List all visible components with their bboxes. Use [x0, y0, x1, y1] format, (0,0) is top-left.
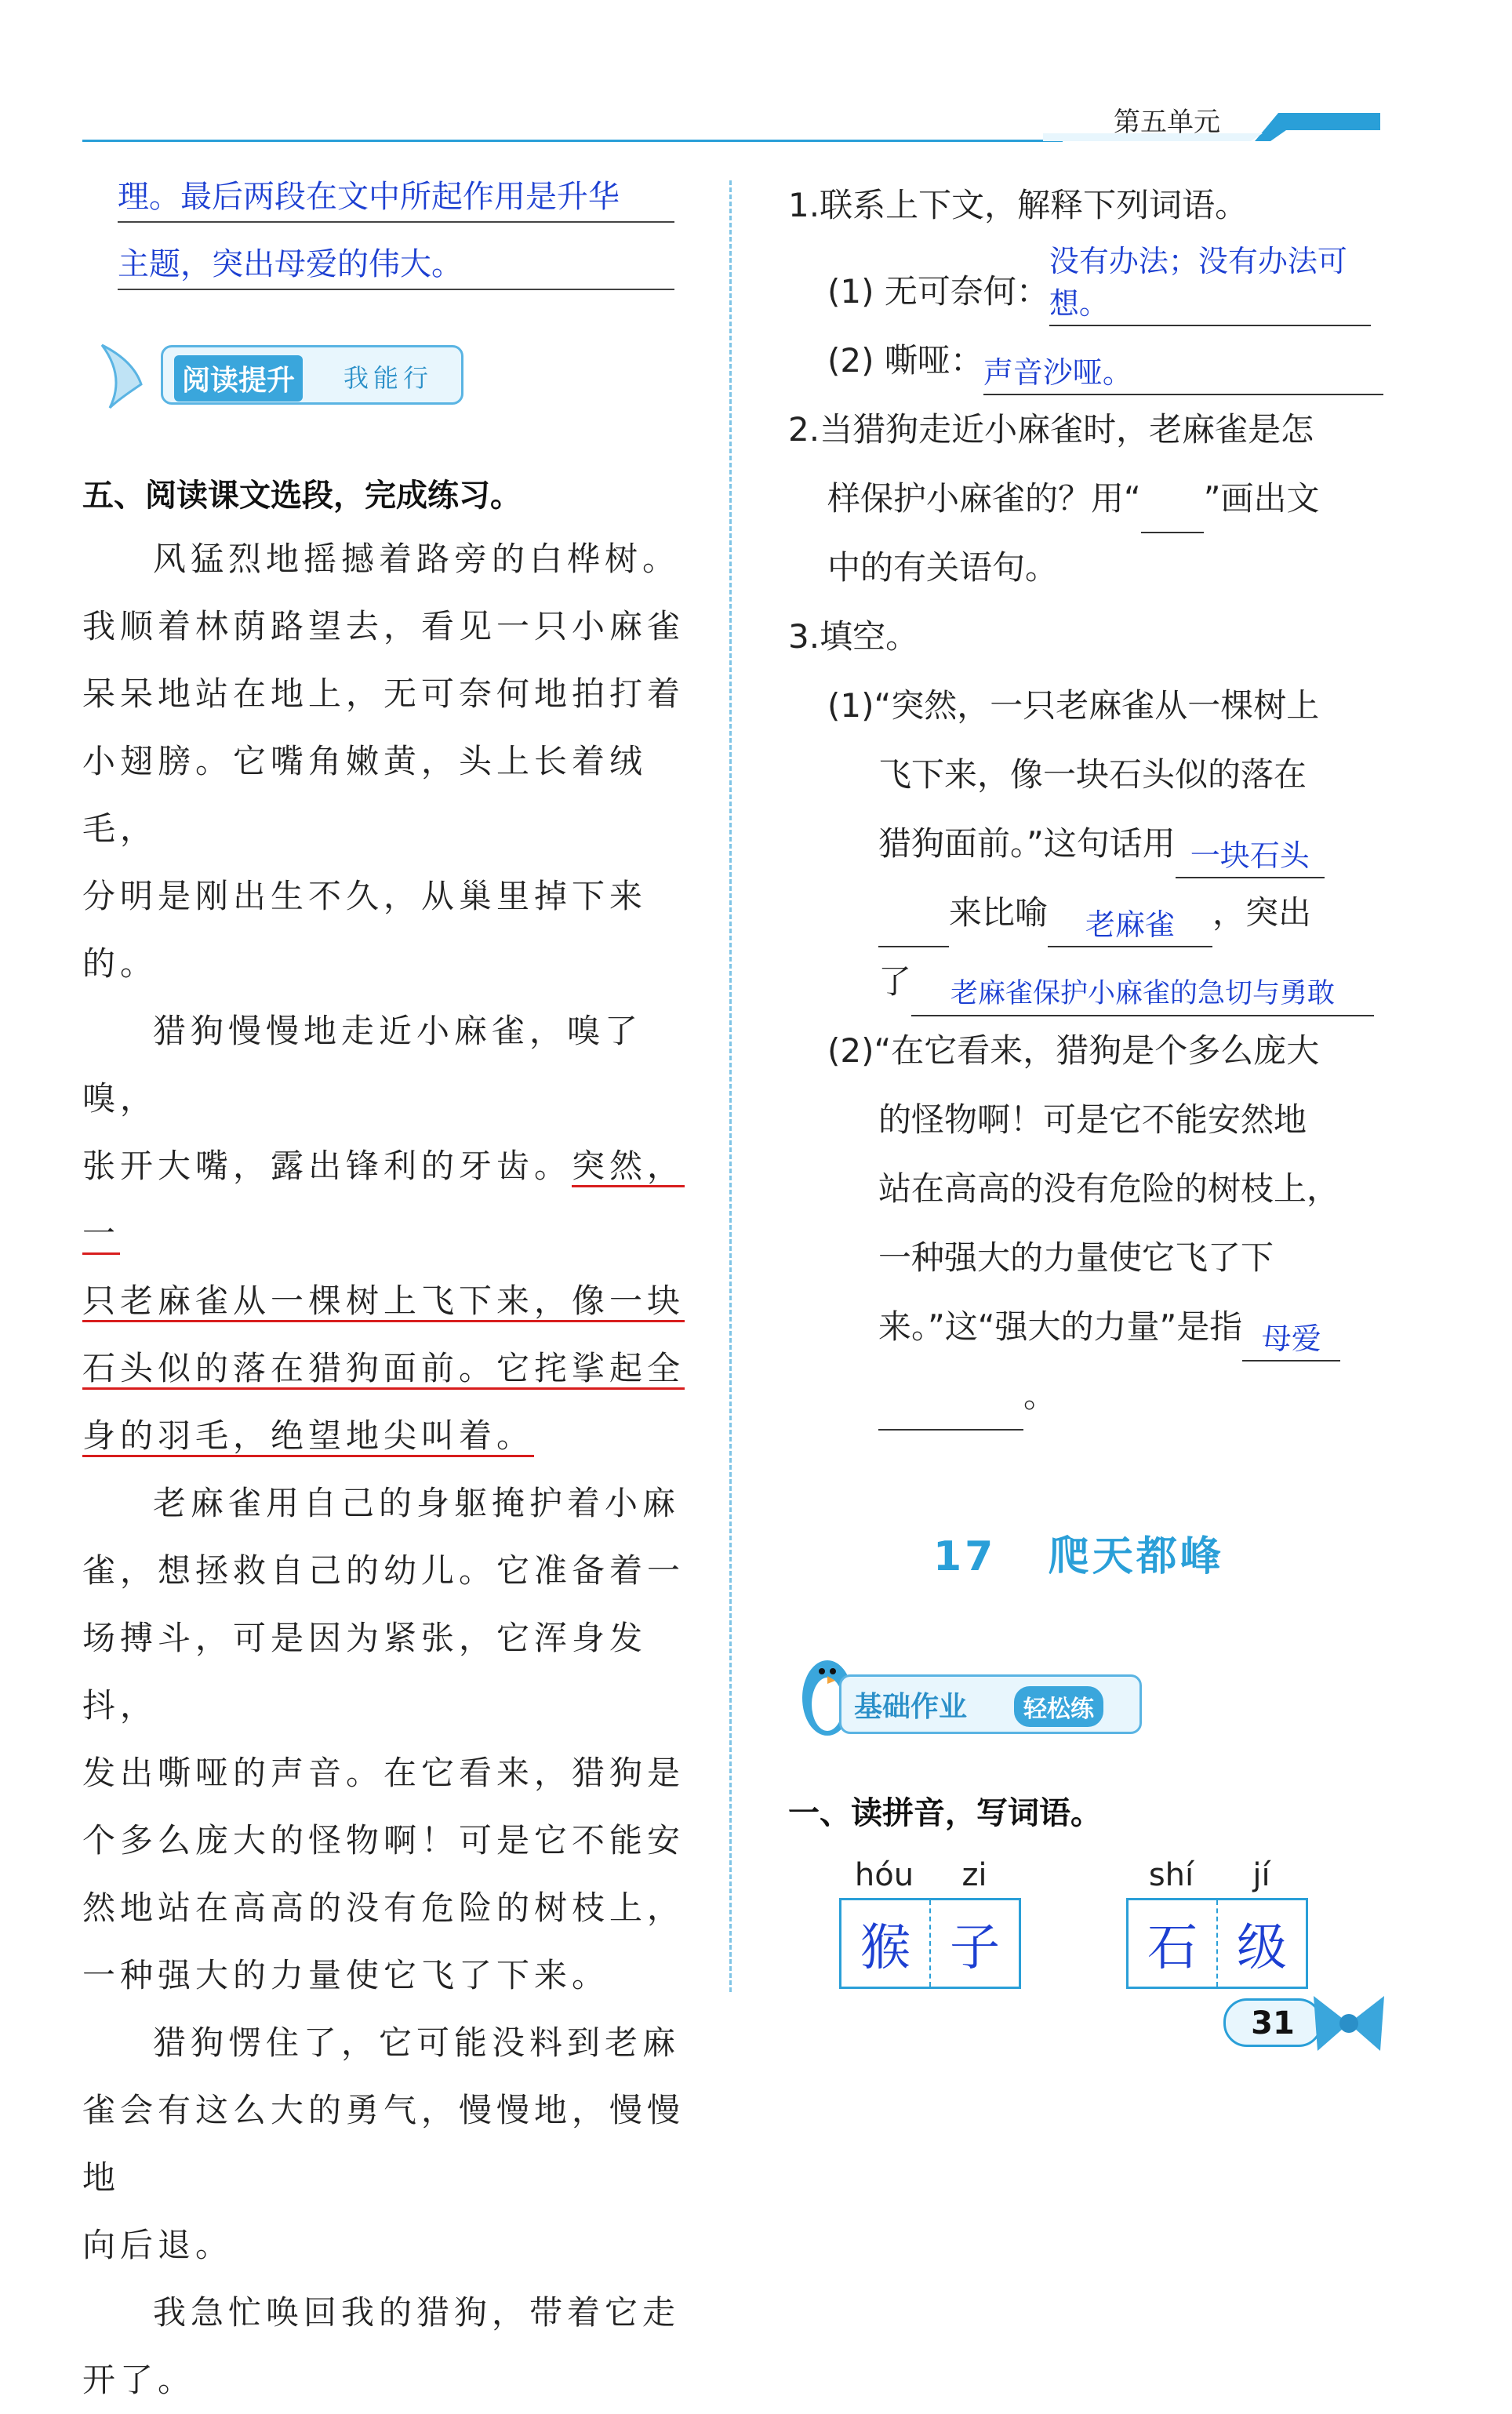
question-3-2-line: 的怪物啊！可是它不能安然地 [878, 1100, 1307, 1139]
passage-line: 雀，想拯救自己的幼儿。它准备着一 [82, 1551, 685, 1590]
question-1a-label: (1) 无可奈何： [827, 272, 1049, 311]
question-3-1-answer-2: 老麻雀 [1048, 903, 1212, 947]
passage-line: 呆呆地站在地上，无可奈何地拍打着 [82, 674, 685, 713]
char-grid [1126, 1898, 1308, 1989]
question-3-text: 来比喻 [949, 893, 1049, 932]
passage-line [82, 1335, 694, 1402]
lesson-number: 17 [933, 1533, 997, 1580]
pinyin: zi [961, 1857, 987, 1893]
questions [788, 171, 1400, 1431]
banner-subtitle: 我能行 [343, 363, 434, 393]
question-3-1-line [788, 809, 1400, 878]
word-item [839, 1857, 1021, 1989]
question-3-text: 猎狗面前。”这句话用 [878, 824, 1176, 863]
banner-frame [161, 345, 463, 405]
pinyin: hóu [854, 1857, 914, 1893]
passage-line: 猎狗愣住了，它可能没料到老麻 [153, 2023, 681, 2062]
underlined-sentence: 石头似的落在猎狗面前。它挓挲起全 [82, 1349, 685, 1390]
char-cell: 石 [1147, 1919, 1198, 1977]
question-1-title: 1.联系上下文，解释下列词语。 [788, 186, 1248, 224]
question-3-text: 来。”这“强大的力量”是指 [878, 1307, 1243, 1346]
question-3-title: 3.填空。 [788, 617, 919, 656]
passage-line: 个多么庞大的怪物啊！可是它不能安 [82, 1821, 685, 1860]
passage-text: 张开大嘴，露出锋利的牙齿。 [82, 1147, 572, 1185]
passage-line [82, 1267, 694, 1335]
question-1b-answer: 声音沙哑。 [983, 351, 1383, 395]
banner-title: 基础作业 [854, 1691, 968, 1723]
pinyin: shí [1148, 1857, 1194, 1893]
lesson-name: 爬天都峰 [1048, 1533, 1224, 1580]
question-3-1-answer-3: 老麻雀保护小麻雀的急切与勇敢 [911, 973, 1374, 1016]
underlined-sentence: 突然，一 [82, 1147, 685, 1255]
question-3-text: 了 [878, 962, 912, 1001]
char-cell: 子 [929, 1900, 1019, 1987]
question-3-2-answer: 母爱 [1242, 1318, 1340, 1362]
char-grid [839, 1898, 1021, 1989]
section-1-title: 一、读拼音，写词语。 [788, 1795, 1102, 1831]
underlined-sentence: 身的羽毛，绝望地尖叫着。 [82, 1416, 534, 1457]
question-3-1-line: 飞下来，像一块石头似的落在 [878, 755, 1307, 794]
banner-frame [839, 1674, 1142, 1734]
passage-line [82, 1132, 694, 1267]
pinyin-row [839, 1857, 1020, 1893]
underline-blank [878, 1429, 1023, 1431]
word-item [1126, 1857, 1308, 1989]
banner-subtitle: 轻松练 [1014, 1686, 1103, 1727]
question-2-line [788, 464, 1400, 533]
section-5-title: 五、阅读课文选段，完成练习。 [82, 478, 522, 514]
passage-line: 老麻雀用自己的身躯掩护着小麻 [153, 1484, 681, 1522]
char-cell: 猴 [860, 1919, 910, 1977]
bird-icon [86, 329, 173, 416]
column-divider [729, 180, 732, 1992]
question-1a [788, 240, 1400, 326]
question-2-line: 中的有关语句。 [827, 548, 1059, 587]
banner-title: 阅读提升 [174, 355, 303, 402]
pinyin-row [1126, 1857, 1307, 1893]
reading-banner [86, 329, 478, 416]
question-3-2-line: 站在高高的没有危险的树枝上， [878, 1169, 1340, 1208]
underline-blank [1141, 532, 1204, 533]
bow-icon [1306, 1988, 1392, 2059]
question-3-1-line [788, 947, 1400, 1016]
passage-line: 发出嘶哑的声音。在它看来，猎狗是 [82, 1754, 685, 1792]
basic-banner [792, 1635, 1153, 1745]
question-1b-label: (2) 嘶哑： [827, 341, 983, 380]
question-3-2-line: (2)“在它看来，猎狗是个多么庞大 [827, 1031, 1320, 1070]
passage-line: 小翅膀。它嘴角嫩黄，头上长着绒毛， [82, 742, 648, 848]
header-rule [82, 140, 1063, 142]
question-3-2-line [788, 1292, 1400, 1362]
passage-line: 我顺着林荫路望去，看见一只小麻雀 [82, 607, 685, 645]
question-1a-answer: 没有办法；没有办法可想。 [1049, 240, 1371, 326]
question-2-text: 样保护小麻雀的？用“ [827, 479, 1141, 518]
passage-line: 风猛烈地摇撼着路旁的白桦树。 [153, 540, 681, 578]
passage-line: 一种强大的力量使它飞了下来。 [82, 1956, 610, 1994]
lesson-title [933, 1523, 1224, 1582]
passage-line: 场搏斗，可是因为紧张，它浑身发抖， [82, 1619, 648, 1725]
unit-label: 第五单元 [1114, 107, 1220, 138]
question-2-line: 2.当猎狗走近小麻雀时，老麻雀是怎 [788, 410, 1314, 449]
question-3-1-line [788, 878, 1400, 947]
question-1b [788, 326, 1400, 395]
prev-answer-line-1: 理。最后两段在文中所起作用是升华 [118, 173, 674, 223]
prev-answer-line-2: 主题，突出母爱的伟大。 [118, 240, 674, 290]
question-2-text: ”画出文 [1203, 479, 1320, 518]
question-3-1-line: (1)“突然，一只老麻雀从一棵树上 [827, 686, 1320, 725]
page-number: 31 [1251, 2005, 1295, 2041]
passage-line: 向后退。 [82, 2226, 234, 2264]
question-3-2-line [788, 1362, 1400, 1431]
passage-line: 我急忙唤回我的猎狗，带着它走 [153, 2293, 681, 2332]
passage-line [82, 1402, 694, 1470]
passage-line: 分明是刚出生不久，从巢里掉下来的。 [82, 877, 648, 983]
question-3-text: ，突出 [1212, 893, 1312, 932]
reading-passage [82, 525, 694, 2414]
pinyin: jí [1252, 1857, 1270, 1893]
passage-line: 雀会有这么大的勇气，慢慢地，慢慢地 [82, 2091, 685, 2197]
underlined-sentence: 只老麻雀从一棵树上飞下来，像一块 [82, 1282, 685, 1322]
passage-line: 开了。 [82, 2361, 196, 2399]
question-3-text: 。 [1023, 1376, 1057, 1415]
question-3-2-line: 一种强大的力量使它飞了下 [878, 1238, 1274, 1277]
passage-line: 然地站在高高的没有危险的树枝上， [82, 1889, 685, 1927]
passage-line: 猎狗慢慢地走近小麻雀，嗅了嗅， [82, 1012, 643, 1118]
char-cell: 级 [1216, 1900, 1306, 1987]
question-3-1-answer-1: 一块石头 [1176, 834, 1325, 878]
